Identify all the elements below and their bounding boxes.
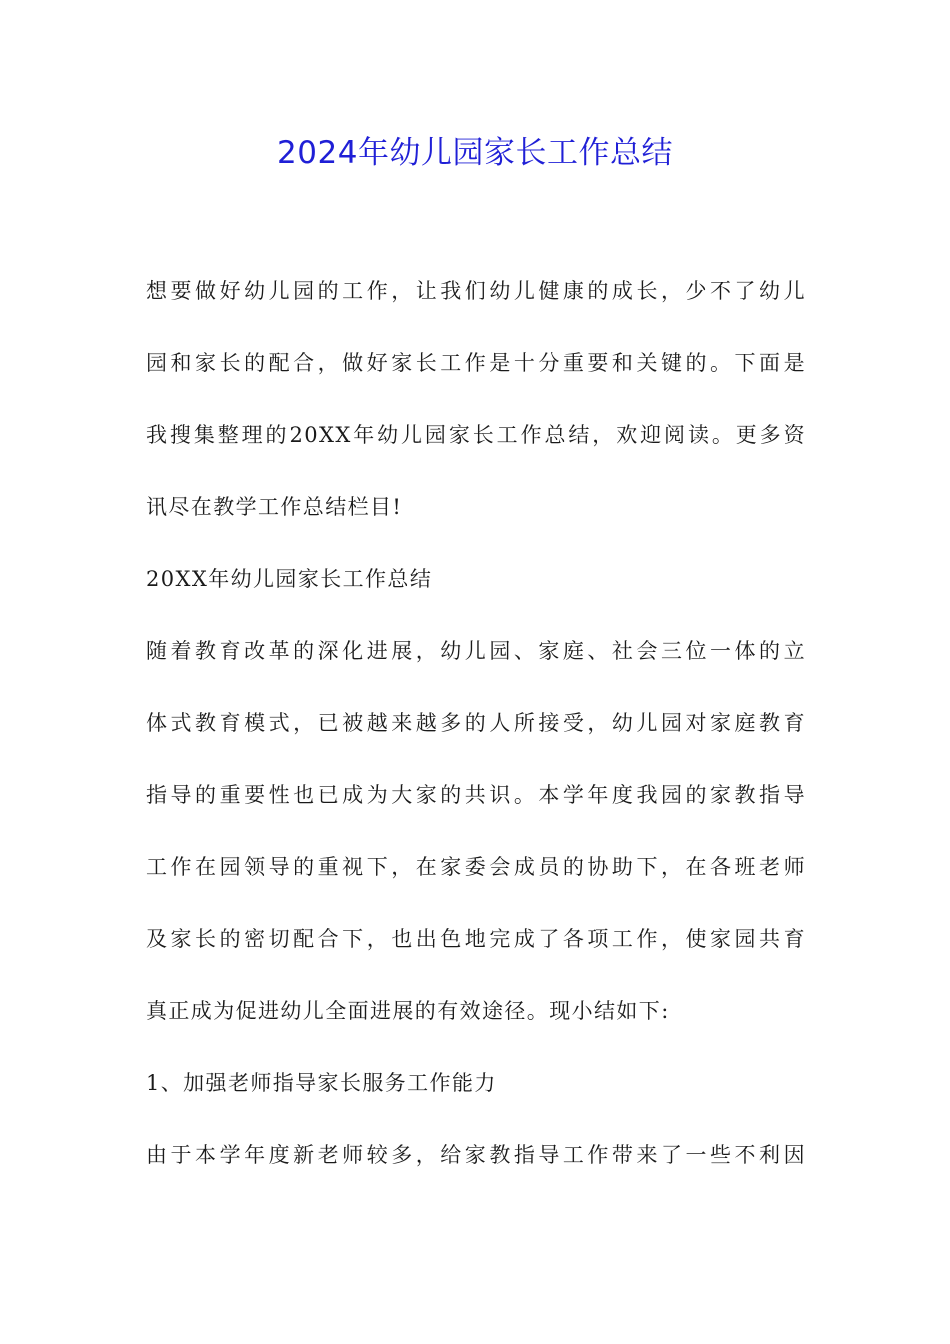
- intro-line-2: 园和家长的配合，做好家长工作是十分重要和关键的。下面是: [146, 351, 806, 375]
- body-line-5: 及家长的密切配合下，也出色地完成了各项工作，使家园共育: [146, 927, 806, 951]
- body-line-4: 工作在园领导的重视下，在家委会成员的协助下，在各班老师: [146, 855, 806, 879]
- body-line-1: 随着教育改革的深化进展，幼儿园、家庭、社会三位一体的立: [146, 639, 806, 663]
- intro-line-1: 想要做好幼儿园的工作，让我们幼儿健康的成长，少不了幼儿: [146, 279, 806, 303]
- document-title: 2024年幼儿园家长工作总结: [277, 135, 673, 171]
- document-subtitle: 20XX年幼儿园家长工作总结: [146, 567, 433, 591]
- body-paragraph: [146, 615, 806, 1047]
- body-line-6: 真正成为促进幼儿全面进展的有效途径。现小结如下:: [146, 999, 670, 1023]
- section-line-1: 由于本学年度新老师较多，给家教指导工作带来了一些不利因: [146, 1143, 806, 1167]
- body-line-3: 指导的重要性也已成为大家的共识。本学年度我园的家教指导: [146, 783, 806, 807]
- section-paragraph: [146, 1119, 806, 1191]
- body-line-2: 体式教育模式，已被越来越多的人所接受，幼儿园对家庭教育: [146, 711, 806, 735]
- intro-line-4: 讯尽在教学工作总结栏目!: [146, 495, 403, 519]
- section-heading: 1、加强老师指导家长服务工作能力: [146, 1071, 497, 1095]
- intro-line-3: 我搜集整理的20XX年幼儿园家长工作总结，欢迎阅读。更多资: [146, 423, 806, 447]
- document-body: [146, 255, 806, 1191]
- intro-paragraph: [146, 255, 806, 543]
